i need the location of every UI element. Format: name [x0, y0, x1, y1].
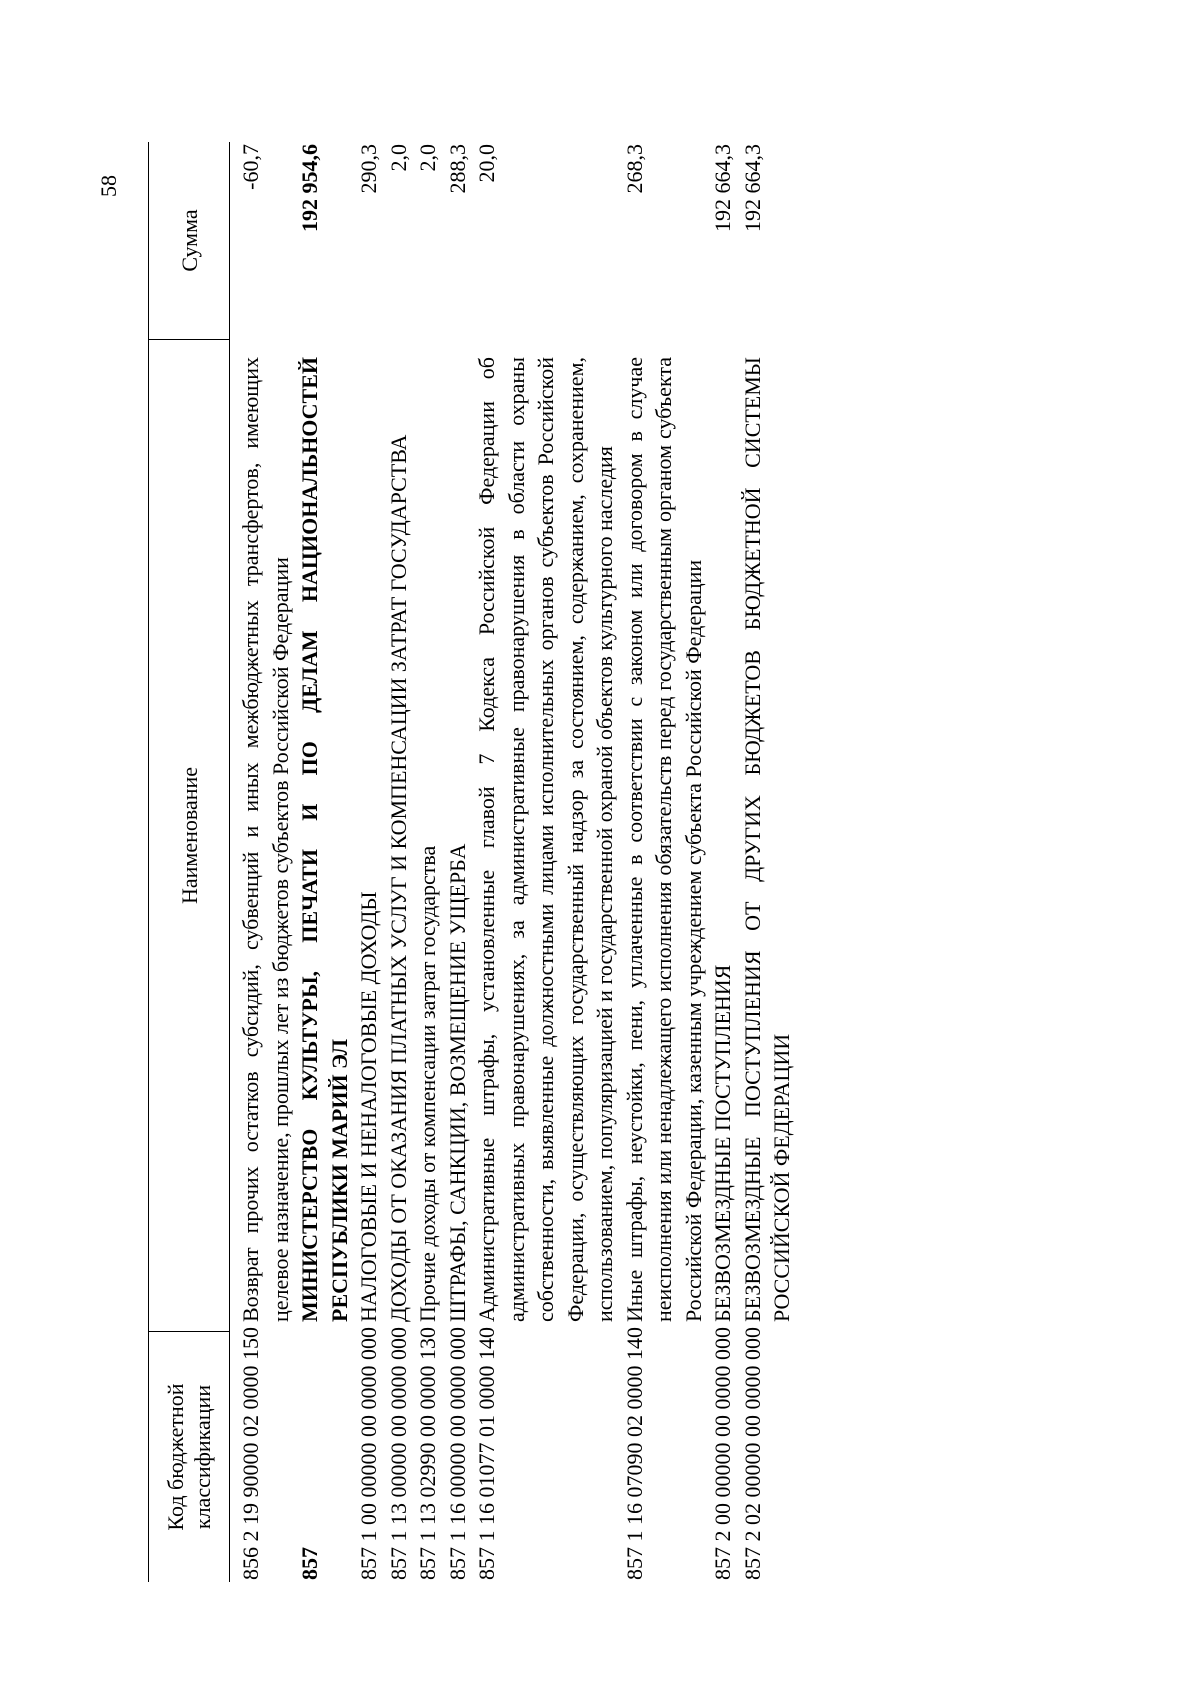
row-name: БЕЗВОЗМЕЗДНЫЕ ПОСТУПЛЕНИЯ: [710, 964, 735, 1322]
row-code: 857 1 16 01077 01 0000 140: [474, 1327, 499, 1580]
row-sum: 290,3: [356, 144, 381, 194]
row-name: Возврат прочих остатков субсидий, субвенций и иных межбюджетных трансфертов, имеющих целевое назначение, прошлых лет из бюджетов субъектов Российской Федерации: [238, 357, 293, 1322]
row-code: 857 2 02 00000 00 0000 000: [739, 1327, 765, 1580]
row-code: 857 1 16 07090 02 0000 140: [621, 1327, 647, 1580]
row-code: 856 2 19 90000 02 0000 150: [238, 1327, 263, 1580]
table-row: [354, 142, 384, 1582]
row-sum: 192 664,3: [739, 144, 765, 232]
row-name: ШТРАФЫ, САНКЦИИ, ВОЗМЕЩЕНИЕ УЩЕРБА: [444, 843, 470, 1322]
row-sum: 20,0: [474, 144, 499, 183]
table-row: [236, 142, 295, 1582]
row-sum: 288,3: [444, 144, 470, 194]
row-name: МИНИСТЕРСТВО КУЛЬТУРЫ, ПЕЧАТИ И ПО ДЕЛАМ НАЦИОНАЛЬНОСТЕЙ РЕСПУБЛИКИ МАРИЙ ЭЛ: [297, 357, 352, 1322]
row-sum: 2,0: [415, 144, 440, 172]
row-code: 857 1 16 00000 00 0000 000: [444, 1327, 470, 1580]
page-number: 58: [96, 175, 121, 197]
row-name: ДОХОДЫ ОТ ОКАЗАНИЯ ПЛАТНЫХ УСЛУГ И КОМПЕНСАЦИИ ЗАТРАТ ГОСУДАРСТВА: [385, 434, 411, 1322]
row-name: Иные штрафы, неустойки, пени, уплаченные в соответствии с законом или договором в случае неисполнения или ненадлежащего исполнения обязательств перед государственным органом субъекта Российской Федерации, казенным учреждением субъекта Российской Федерации: [621, 357, 706, 1322]
row-code: 857 1 13 00000 00 0000 000: [385, 1327, 411, 1580]
table-row: [738, 142, 797, 1582]
row-name: НАЛОГОВЫЕ И НЕНАЛОГОВЫЕ ДОХОДЫ: [356, 891, 381, 1322]
row-name: БЕЗВОЗМЕЗДНЫЕ ПОСТУПЛЕНИЯ ОТ ДРУГИХ БЮДЖЕТОВ БЮДЖЕТНОЙ СИСТЕМЫ РОССИЙСКОЙ ФЕДЕРАЦИИ: [739, 357, 794, 1322]
header-sum: Сумма: [176, 209, 202, 272]
table-row: [413, 142, 443, 1582]
table-row: [295, 142, 354, 1582]
row-code: 857 2 00 00000 00 0000 000: [710, 1327, 735, 1580]
table-row: [708, 142, 738, 1582]
header-code: Код бюджетной классификации: [163, 1383, 215, 1531]
table-row: [472, 142, 620, 1582]
header-name: Наименование: [149, 339, 229, 1332]
table-row: [443, 142, 473, 1582]
table-row: [620, 142, 709, 1582]
row-sum: -60,7: [238, 144, 263, 190]
row-name: Административные штрафы, установленные главой 7 Кодекса Российской Федерации об административных правонарушениях, за административные правонарушения в области охраны собственности, выявленные должностными лицами исполнительных органов субъектов Российской Федерации, осуществляющих государственный надзор за состоянием, содержанием, сохранением, использованием, популяризацией и государственной охраной объектов культурного наследия: [474, 357, 617, 1322]
table-body: [230, 142, 797, 1582]
row-code: 857: [297, 1547, 322, 1580]
row-sum: 268,3: [621, 144, 647, 194]
row-sum: 192 664,3: [710, 144, 735, 232]
row-code: 857 1 00 00000 00 0000 000: [356, 1327, 381, 1580]
table-row: [384, 142, 414, 1582]
budget-table: [148, 142, 797, 1582]
row-code: 857 1 13 02990 00 0000 130: [415, 1327, 440, 1580]
row-sum: 2,0: [385, 144, 411, 172]
table-header: [148, 142, 230, 1582]
row-sum: 192 954,6: [297, 144, 322, 232]
row-name: Прочие доходы от компенсации затрат государства: [415, 845, 440, 1322]
